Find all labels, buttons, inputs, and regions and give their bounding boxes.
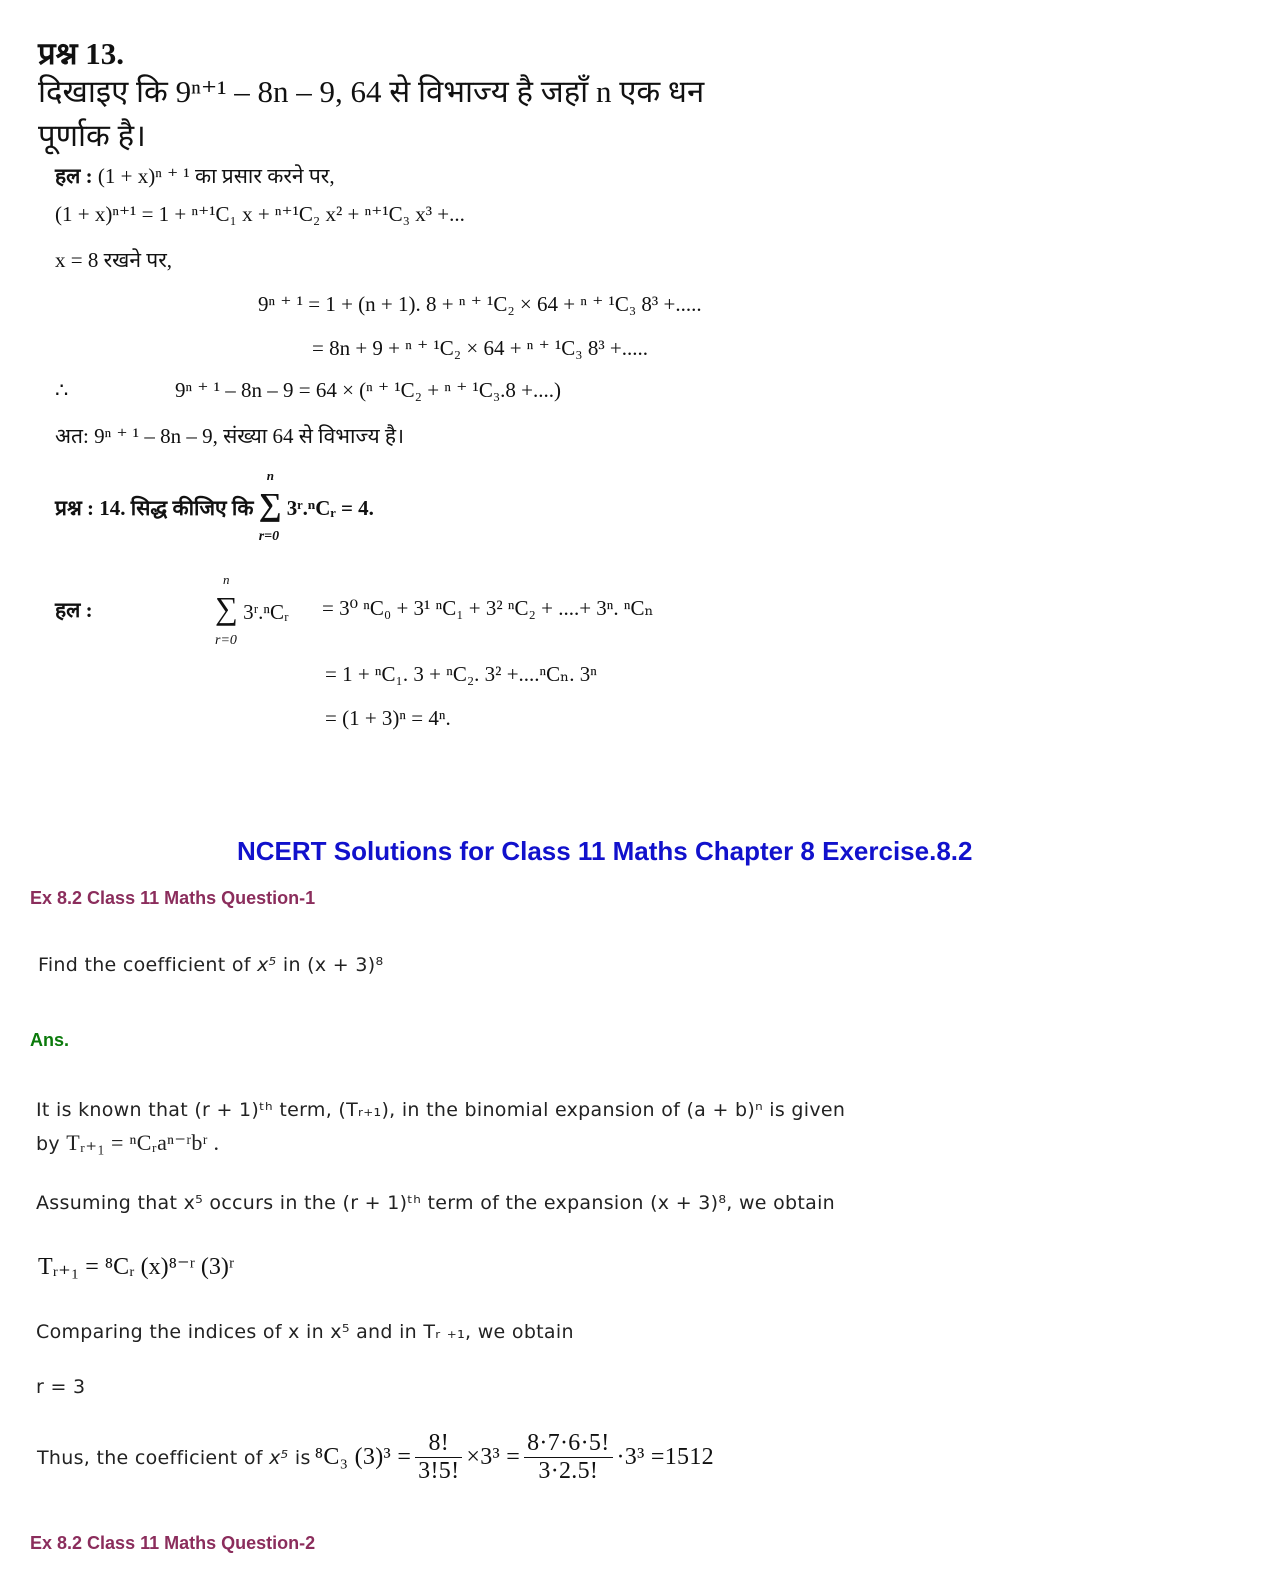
q14-line3: = (1 + 3)ⁿ = 4ⁿ. (325, 706, 451, 730)
q13-line1-prefix: दिखाइए कि (38, 74, 168, 109)
fraction-1-num: 8! (415, 1430, 462, 1458)
answer-para-1b (36, 1130, 219, 1156)
q13-title: प्रश्न 13. (38, 36, 125, 71)
q14-line2: = 1 + ⁿC₁. 3 + ⁿC₂. 3² +....ⁿCₙ. 3ⁿ (325, 662, 597, 686)
q13-statement-line2: पूर्णाक है। (38, 118, 146, 153)
q14-lhs-term: 3ʳ.ⁿCᵣ (243, 600, 289, 624)
q14-sigma-lower: r=0 (258, 529, 280, 544)
fraction-2-num: 8·7·6·5! (524, 1430, 612, 1458)
answer-para-3: Comparing the indices of x in x⁵ and in Tᵣ ₊₁, we obtain (36, 1321, 574, 1343)
q14-sum-term: 3ʳ.ⁿCᵣ = 4. (286, 496, 374, 520)
q13-expansion: (1 + x)ⁿ⁺¹ = 1 + ⁿ⁺¹C₁ x + ⁿ⁺¹C₂ x² + ⁿ⁺¹C₃ x³ +... (55, 202, 465, 226)
q13-conclusion-text: संख्या 64 से विभाज्य है। (223, 424, 405, 448)
q14-lhs-sigma-upper: n (223, 572, 230, 587)
q14-title-row (55, 468, 374, 544)
answer-para-1a: It is known that (r + 1)ᵗʰ term, (Tᵣ₊₁), in the binomial expansion of (a + b)ⁿ is given (36, 1099, 846, 1121)
q14-title: प्रश्न : 14. सिद्ध कीजिए कि (55, 496, 254, 520)
question-2-label: Ex 8.2 Class 11 Maths Question-2 (30, 1533, 316, 1553)
general-term-formula: Tᵣ₊₁ = ⁸Cᵣ (x)⁸⁻ʳ (3)ʳ (38, 1254, 235, 1280)
thus-x5: x⁵ (269, 1446, 289, 1469)
q13-line1-mid: से विभाज्य है जहाँ (389, 74, 589, 109)
q14-sol-label: हल : (55, 598, 93, 622)
thus-is: is (294, 1446, 311, 1469)
q13-put-x: x = 8 रखने पर, (55, 248, 173, 272)
q14-lhs (215, 572, 289, 648)
answer-para-2: Assuming that x⁵ occurs in the (r + 1)ᵗʰ term of the expansion (x + 3)⁸, we obtain (36, 1192, 836, 1214)
sigma-icon: ∑ n r=0 (215, 572, 238, 648)
thus-c: ⁸C₃ (3)³ = (314, 1444, 412, 1470)
thus-a: Thus, the coefficient of (37, 1446, 263, 1469)
q13-line1-suffix: एक धन (619, 74, 705, 109)
q13-line1-expr: 9ⁿ⁺¹ – 8n – 9, 64 (175, 74, 382, 109)
q13-sol-intro-expr: (1 + x)ⁿ ⁺ ¹ (97, 164, 190, 188)
q13-sol-intro-text: का प्रसार करने पर, (194, 164, 335, 188)
fraction-1 (415, 1430, 462, 1485)
q14-line1: = 3⁰ ⁿC₀ + 3¹ ⁿC₁ + 3² ⁿC₂ + ....+ 3ⁿ. ⁿCₙ (322, 596, 654, 620)
answer-label: Ans. (30, 1030, 70, 1050)
q13-sol-label: हल : (55, 164, 93, 188)
q13-step3: 9ⁿ ⁺ ¹ – 8n – 9 = 64 × (ⁿ ⁺ ¹C₂ + ⁿ ⁺ ¹C₃.8 +....) (175, 378, 561, 402)
fraction-2 (524, 1430, 612, 1485)
thus-mid: ×3³ = (466, 1444, 521, 1470)
fraction-1-den: 3!5! (418, 1458, 460, 1484)
question-1-text (38, 954, 383, 976)
p1-by: by (36, 1133, 60, 1155)
q13-step2: = 8n + 9 + ⁿ ⁺ ¹C₂ × 64 + ⁿ ⁺ ¹C₃ 8³ +..... (312, 336, 648, 360)
q13-conclusion-expr: 9ⁿ ⁺ ¹ – 8n – 9, (94, 424, 218, 448)
q13-statement-line1 (38, 70, 704, 112)
thus-end: ·3³ =1512 (616, 1444, 714, 1470)
q13-therefore: ∴ (55, 378, 69, 402)
q14-lhs-sigma-lower: r=0 (215, 633, 237, 648)
q1-x5: x⁵ (257, 954, 277, 976)
r-value: r = 3 (36, 1376, 86, 1398)
q13-solution-intro (55, 162, 335, 190)
q1-text-b: in (x + 3)⁸ (282, 954, 384, 976)
question-1-label: Ex 8.2 Class 11 Maths Question-1 (30, 888, 316, 908)
fraction-2-den: 3·2.5! (538, 1458, 599, 1484)
q1-text-a: Find the coefficient of (38, 954, 251, 976)
section-heading: NCERT Solutions for Class 11 Maths Chapter 8 Exercise.8.2 (237, 836, 973, 866)
q13-step1: 9ⁿ ⁺ ¹ = 1 + (n + 1). 8 + ⁿ ⁺ ¹C₂ × 64 + ⁿ ⁺ ¹C₃ 8³ +..... (258, 292, 702, 316)
q13-conclusion (55, 422, 404, 450)
q14-sigma-upper: n (266, 468, 274, 483)
answer-conclusion (37, 1430, 714, 1485)
sigma-icon: ∑ n r=0 (258, 468, 282, 544)
p1-formula: Tᵣ₊₁ = ⁿCᵣaⁿ⁻ʳbʳ . (66, 1130, 220, 1155)
q13-line1-n: n (595, 74, 612, 109)
q13-conclusion-prefix: अत: (55, 424, 89, 448)
